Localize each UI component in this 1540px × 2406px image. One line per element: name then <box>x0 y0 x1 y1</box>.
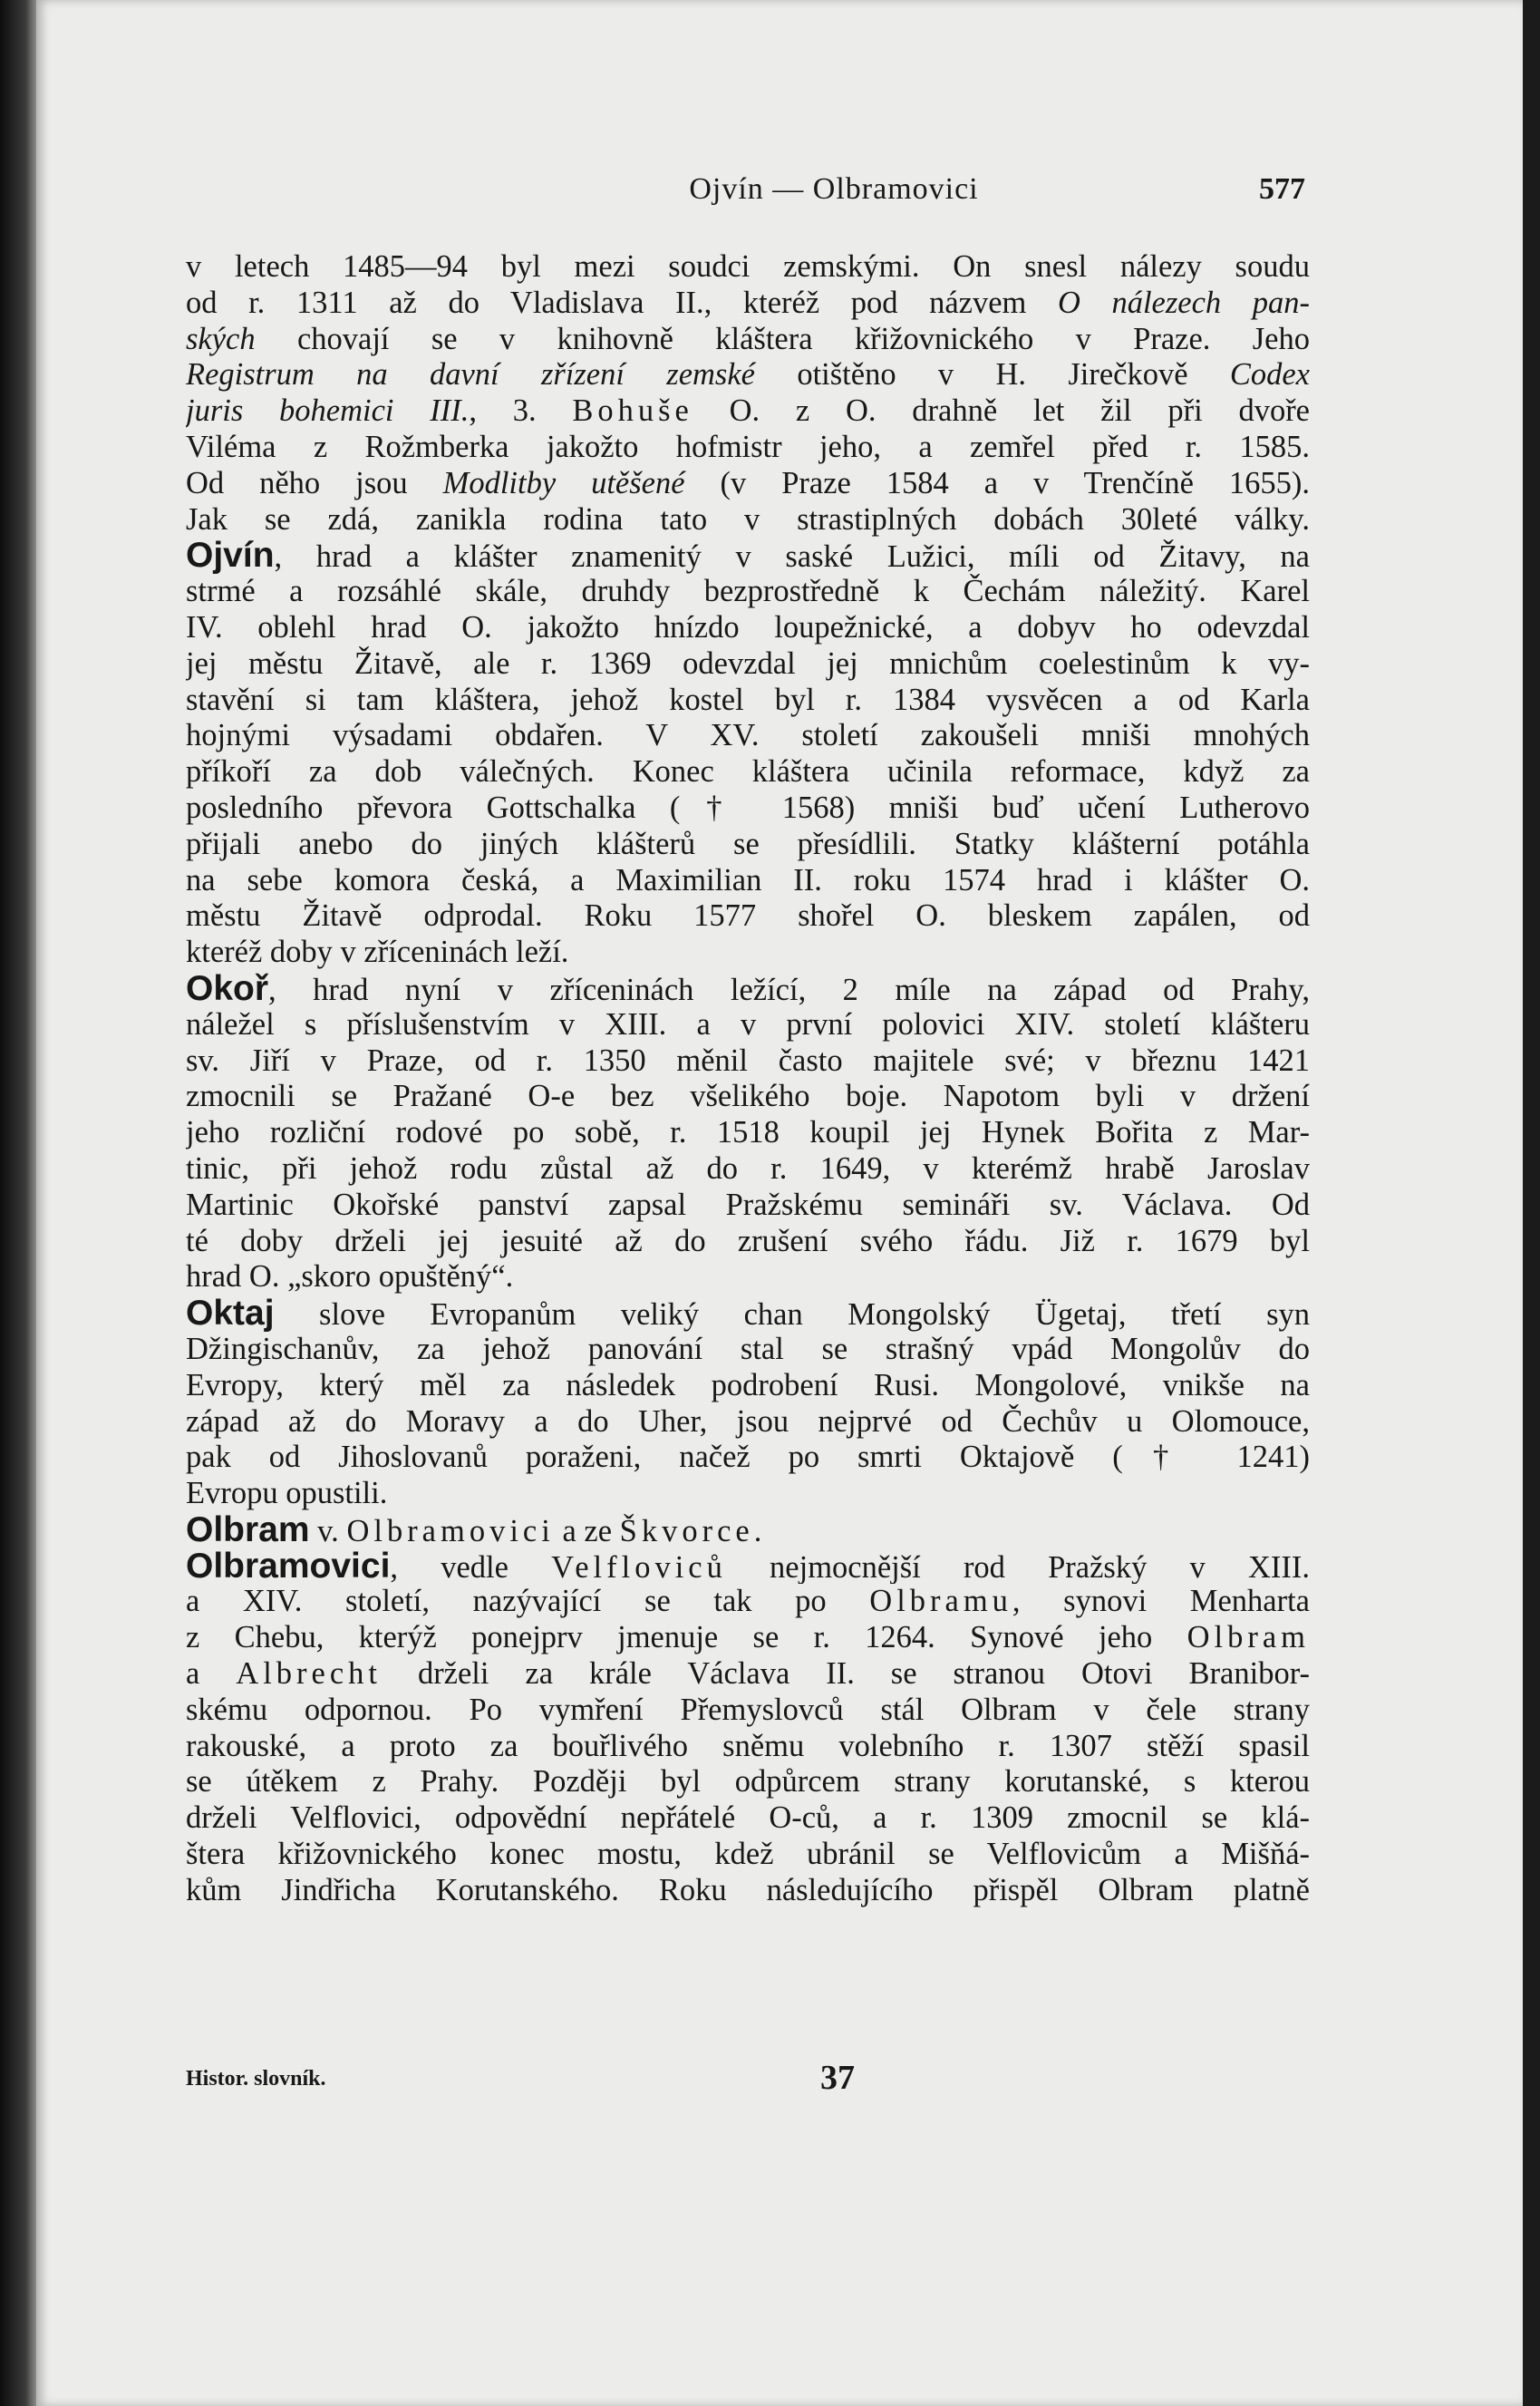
running-title: Ojvín — Olbramovici <box>689 172 979 206</box>
text-line <box>186 1476 1310 1512</box>
text-run: , hrad nyní v zříceninách ležící, 2 míle na západ od Prahy, <box>268 972 1310 1007</box>
text-run: městu Žitavě odprodal. Roku 1577 shořel O. bleskem zapálen, od <box>186 898 1310 934</box>
text-run: západ až do Moravy a do Uher, jsou nejprvé od Čechův u Olomouce, <box>186 1403 1310 1439</box>
text-line <box>186 1837 1310 1873</box>
text-line <box>186 1729 1310 1765</box>
text-run: Albrecht <box>236 1656 382 1692</box>
text-run: hojnými výsadami obdařen. V XV. století zakoušeli mniši mnohých <box>186 718 1310 753</box>
text-run: drželi za krále Václava II. se stranou Otovi Branibor- <box>381 1656 1310 1692</box>
text-run: od r. 1311 až do Vladislava II., kteréž pod názvem <box>186 285 1058 320</box>
text-run: Evropu opustili. <box>186 1476 388 1511</box>
text-run: kům Jindřicha Korutanského. Roku následujícího přispěl Olbram platně <box>186 1872 1310 1907</box>
text-line <box>186 1295 1310 1332</box>
text-line <box>186 430 1310 466</box>
signature-mark: 37 <box>820 2059 855 2097</box>
text-line <box>186 1079 1310 1115</box>
text-run: v. <box>309 1513 347 1548</box>
text-line <box>186 393 1310 430</box>
text-line <box>186 1115 1310 1151</box>
text-run: , 3. <box>469 393 573 429</box>
text-run: té doby drželi jej jesuité až do zrušení svého řádu. Již r. 1679 byl <box>186 1223 1310 1258</box>
text-run: náležel s příslušenstvím v XIII. a v první polovici XIV. století klášteru <box>186 1006 1310 1042</box>
text-run: Codex <box>1229 357 1310 393</box>
entry-headword: Okoř <box>186 970 269 1007</box>
text-run: Od něho jsou <box>186 465 443 500</box>
text-line <box>186 1764 1310 1800</box>
text-run: štera křižovnického konec mostu, kdež ubránil se Velflovicům a Mišňá- <box>186 1837 1310 1872</box>
text-line <box>186 935 1310 971</box>
text-line <box>186 1800 1310 1837</box>
text-run: tinic, při jehož rodu zůstal až do r. 1649, v kterémž hrabě Jaroslav <box>186 1150 1310 1186</box>
text-run: otištěno v H. Jirečkově <box>755 357 1230 393</box>
text-run: Velfloviců <box>551 1549 727 1585</box>
page-edge <box>0 0 36 2406</box>
text-run: jej městu Žitavě, ale r. 1369 odevzdal jej mnichům coelestinům k vy- <box>186 645 1310 681</box>
text-run: Jak se zdá, zanikla rodina tato v strastiplných dobách 30leté války. <box>186 501 1310 537</box>
text-run: stavění si tam kláštera, jehož kostel byl r. 1384 vysvěcen a od Karla <box>186 682 1310 717</box>
entry-headword: Oktaj <box>186 1295 275 1332</box>
text-run: hrad O. „skoro opuštěný“. <box>186 1259 514 1295</box>
text-run: z Chebu, kterýž ponejprv jmenuje se r. 1264. Synové jeho <box>186 1620 1187 1655</box>
text-line <box>186 1368 1310 1404</box>
page-header <box>580 172 1305 218</box>
text-run: kteréž doby v zříceninách leží. <box>186 935 569 970</box>
text-line <box>186 1548 1310 1585</box>
text-run: a XIV. století, nazývající se tak po <box>186 1584 870 1619</box>
text-run: Škvorce <box>619 1513 754 1548</box>
text-run: Olbram <box>1186 1620 1310 1655</box>
text-line <box>186 249 1310 286</box>
text-run: Modlitby utěšené <box>442 465 685 500</box>
text-run: nejmocnější rod Pražský v XIII. <box>726 1549 1310 1585</box>
text-run: příkoří za dob válečných. Konec kláštera učinila reformace, když za <box>186 754 1310 790</box>
text-line <box>186 466 1310 502</box>
text-line <box>186 971 1310 1007</box>
text-run: strmé a rozsáhlé skále, druhdy bezprostředně k Čechám náležitý. Karel <box>186 574 1310 609</box>
text-run: Olbramovici <box>346 1513 555 1548</box>
footer-source: Histor. slovník. <box>186 2067 326 2091</box>
text-run: drželi Velflovici, odpovědní nepřátelé O-ců, a r. 1309 zmocnil se klá- <box>186 1800 1310 1836</box>
text-run: a ze <box>554 1513 620 1548</box>
text-line <box>186 863 1310 899</box>
text-line <box>186 1512 1310 1548</box>
text-run: jeho rozliční rodové po sobě, r. 1518 koupil jej Hynek Bořita z Mar- <box>186 1115 1310 1150</box>
text-run: Evropy, který měl za následek podrobení Rusi. Mongolové, vnikše na <box>186 1367 1310 1402</box>
text-run: Džingischanův, za jehož panování stal se strašný vpád Mongolův do <box>186 1331 1310 1366</box>
text-line <box>186 1620 1310 1656</box>
text-run: juris bohemici III. <box>186 393 470 429</box>
text-run: . <box>753 1513 762 1548</box>
text-run: Olbramu <box>869 1584 1012 1619</box>
text-line <box>186 898 1310 935</box>
text-run: posledního převora Gottschalka († 1568) mniši buď učení Lutherovo <box>186 790 1310 825</box>
text-line <box>186 502 1310 538</box>
text-line <box>186 1043 1310 1080</box>
text-run: Bohuše <box>572 393 693 429</box>
text-line <box>186 1584 1310 1620</box>
text-line <box>186 827 1310 863</box>
text-line <box>186 754 1310 791</box>
text-run: přijali anebo do jiných klášterů se přesídlili. Statky klášterní potáhla <box>186 826 1310 861</box>
text-run: v letech 1485—94 byl mezi soudci zemskými. On snesl nálezy soudu <box>186 249 1310 284</box>
page-number: 577 <box>1259 172 1305 206</box>
text-run: zmocnili se Pražané O-e bez všelikého boje. Napotom byli v držení <box>186 1079 1310 1114</box>
text-line <box>186 1332 1310 1368</box>
entry-headword: Olbramovici <box>186 1547 391 1585</box>
entry-headword: Olbram <box>186 1511 310 1548</box>
text-line <box>186 538 1310 574</box>
text-run: a <box>186 1656 237 1692</box>
text-run: (v Praze 1584 a v Trenčíně 1655). <box>684 465 1310 500</box>
text-run: slove Evropanům veliký chan Mongolský Ügetaj, třetí syn <box>274 1297 1310 1332</box>
text-run: , hrad a klášter znamenitý v saské Lužici, míli od Žitavy, na <box>274 539 1310 575</box>
text-line <box>186 574 1310 610</box>
text-line <box>186 1188 1310 1224</box>
text-line <box>186 791 1310 827</box>
text-run: O nálezech pan- <box>1057 285 1310 320</box>
text-run: O. z O. drahně let žil při dvoře <box>693 393 1310 429</box>
text-run: na sebe komora česká, a Maximilian II. roku 1574 hrad i klášter O. <box>186 862 1310 897</box>
entry-headword: Ojvín <box>186 538 275 575</box>
article-body <box>186 249 1310 1909</box>
text-line <box>186 357 1310 393</box>
text-run: chovají se v knihovně kláštera křižovnického v Praze. Jeho <box>255 321 1310 356</box>
text-line <box>186 1693 1310 1729</box>
text-line <box>186 646 1310 683</box>
text-line <box>186 1656 1310 1693</box>
text-run: Viléma z Rožmberka jakožto hofmistr jeho, a zemřel před r. 1585. <box>186 429 1310 464</box>
text-run: , vedle <box>390 1549 552 1585</box>
page-footer <box>186 2058 1310 2112</box>
text-line <box>186 1873 1310 1909</box>
text-run: ských <box>186 321 256 356</box>
text-line <box>186 683 1310 719</box>
text-run: IV. oblehl hrad O. jakožto hnízdo loupežnické, a dobyv ho odevzdal <box>186 609 1310 645</box>
text-line <box>186 1440 1310 1476</box>
text-line <box>186 1404 1310 1441</box>
text-run: Martinic Okořské panství zapsal Pražskému semináři sv. Václava. Od <box>186 1187 1310 1222</box>
text-run: sv. Jiří v Praze, od r. 1350 měnil často majitele své; v březnu 1421 <box>186 1043 1310 1078</box>
text-run: pak od Jihoslovanů poraženi, načež po smrti Oktajově († 1241) <box>186 1440 1310 1475</box>
text-line <box>186 286 1310 322</box>
text-line <box>186 1259 1310 1295</box>
text-line <box>186 1151 1310 1188</box>
text-run: rakouské, a proto za bouřlivého sněmu volebního r. 1307 stěží spasil <box>186 1728 1310 1763</box>
text-run: Registrum na davní zřízení zemské <box>186 357 755 393</box>
text-line <box>186 610 1310 646</box>
text-run: se útěkem z Prahy. Později byl odpůrcem strany korutanské, s kterou <box>186 1764 1310 1800</box>
text-line <box>186 322 1310 358</box>
text-line <box>186 718 1310 754</box>
text-run: , synovi Menharta <box>1012 1584 1310 1619</box>
text-line <box>186 1224 1310 1260</box>
text-run: skému odpornou. Po vymření Přemyslovců stál Olbram v čele strany <box>186 1692 1310 1727</box>
text-line <box>186 1007 1310 1043</box>
